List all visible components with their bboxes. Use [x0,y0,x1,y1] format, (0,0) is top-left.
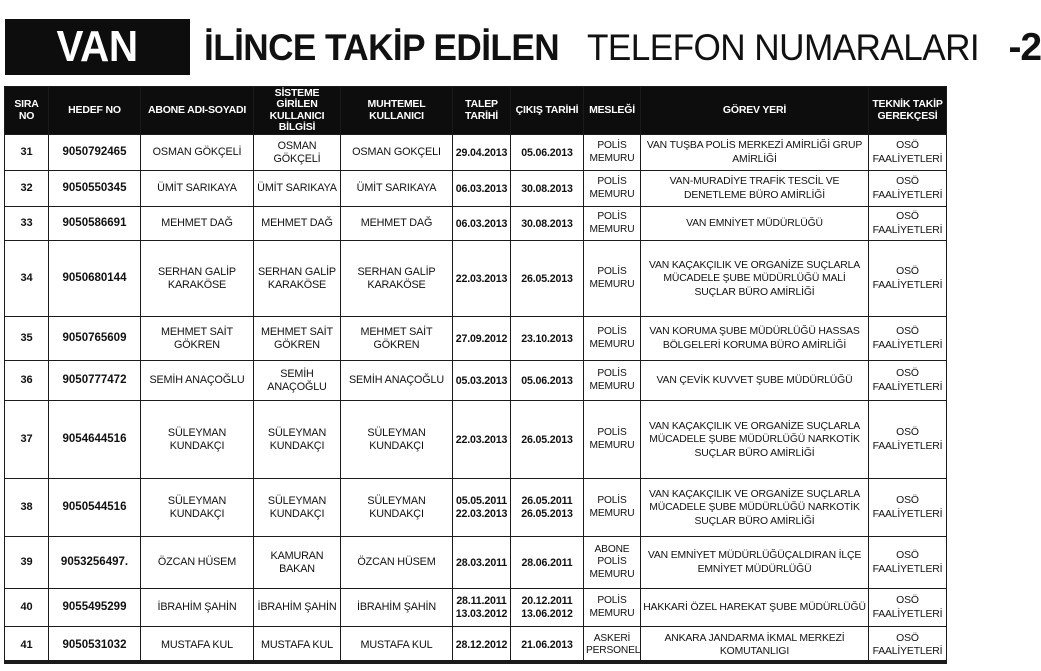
cell-sira-no: 37 [5,401,49,479]
cell-meslegi: POLİS MEMURU [584,401,641,479]
cell-teknik-takip: OSÖ FAALİYETLERİ [869,589,947,627]
column-header-sira-no: SIRA NO [5,87,49,135]
date-line: 22.03.2013 [455,272,508,285]
table-row [5,361,947,401]
cell-meslegi: POLİS MEMURU [584,207,641,241]
cell-meslegi: POLİS MEMURU [584,479,641,537]
date-line: 28.06.2011 [521,556,573,569]
date-line: 13.06.2012 [521,607,573,620]
cell-gorev-yeri: VAN EMNİYET MÜDÜRLÜĞÜ [641,207,869,241]
date-line: 05.05.2011 [456,495,507,508]
table-row [5,589,947,627]
cell-sisteme-girilen: ÜMİT SARIKAYA [254,171,341,207]
cell-abone-adi: SEMİH ANAÇOĞLU [141,361,254,401]
cell-cikis-tarihi [511,361,584,401]
phone-numbers-table [4,86,947,664]
document-title [204,25,1041,69]
province-name: VAN [56,22,139,71]
date-line: 22.03.2013 [455,433,508,446]
cell-cikis-tarihi [511,627,584,664]
date-line: 26.05.2013 [521,272,573,285]
cell-teknik-takip: OSÖ FAALİYETLERİ [869,135,947,171]
cell-meslegi: POLİS MEMURU [584,171,641,207]
cell-sisteme-girilen: MUSTAFA KUL [254,627,341,664]
cell-muhtemel-kullanici: ÖZCAN HÜSEM [341,537,453,589]
cell-muhtemel-kullanici: İBRAHİM ŞAHİN [341,589,453,627]
table-header-row [5,87,947,135]
cell-teknik-takip: OSÖ FAALİYETLERİ [869,241,947,317]
column-header-teknik-takip: TEKNİK TAKİP GEREKÇESİ [869,87,947,135]
cell-sisteme-girilen: OSMAN GÖKÇELİ [254,135,341,171]
cell-sira-no: 36 [5,361,49,401]
cell-talep-tarihi [453,207,511,241]
column-header-talep-tarihi: TALEP TARİHİ [453,87,511,135]
cell-teknik-takip: OSÖ FAALİYETLERİ [869,361,947,401]
cell-sisteme-girilen: SERHAN GALİP KARAKÖSE [254,241,341,317]
date-line: 29.04.2013 [455,146,508,159]
cell-teknik-takip: OSÖ FAALİYETLERİ [869,401,947,479]
date-line: 05.06.2013 [521,374,573,387]
date-line: 05.03.2013 [455,374,508,387]
document-title-bar [0,14,1041,80]
cell-cikis-tarihi [511,171,584,207]
date-line: 06.03.2013 [455,182,508,195]
cell-muhtemel-kullanici: MEHMET SAİT GÖKREN [341,317,453,361]
cell-sisteme-girilen: SEMİH ANAÇOĞLU [254,361,341,401]
cell-gorev-yeri: VAN-MURADİYE TRAFİK TESCİL VE DENETLEME BÜRO AMİRLİĞİ [641,171,869,207]
cell-abone-adi: SÜLEYMAN KUNDAKÇI [141,401,254,479]
date-line: 26.05.2013 [521,433,573,446]
cell-abone-adi: ÜMİT SARIKAYA [141,171,254,207]
column-header-hedef-no: HEDEF NO [49,87,141,135]
cell-cikis-tarihi [511,207,584,241]
table-row [5,207,947,241]
table-row [5,171,947,207]
date-line: 28.03.2011 [456,556,507,569]
cell-talep-tarihi [453,317,511,361]
cell-sisteme-girilen: MEHMET SAİT GÖKREN [254,317,341,361]
cell-abone-adi: MUSTAFA KUL [141,627,254,664]
bottom-double-rule [4,660,946,664]
table-row [5,537,947,589]
date-line: 30.08.2013 [521,182,573,195]
table-body [5,135,947,664]
date-line: 30.08.2013 [521,217,573,230]
date-line: 28.11.2011 [456,595,507,608]
cell-hedef-no: 9050550345 [49,171,141,207]
cell-talep-tarihi [453,241,511,317]
cell-cikis-tarihi [511,401,584,479]
cell-muhtemel-kullanici: MUSTAFA KUL [341,627,453,664]
cell-sira-no: 35 [5,317,49,361]
cell-meslegi: POLİS MEMURU [584,135,641,171]
cell-teknik-takip: OSÖ FAALİYETLERİ [869,537,947,589]
date-line: 05.06.2013 [521,146,573,159]
date-line: 26.05.2013 [521,507,573,520]
column-header-gorev-yeri: GÖREV YERİ [641,87,869,135]
cell-abone-adi: İBRAHİM ŞAHİN [141,589,254,627]
cell-hedef-no: 9050792465 [49,135,141,171]
cell-cikis-tarihi [511,479,584,537]
cell-muhtemel-kullanici: SÜLEYMAN KUNDAKÇI [341,479,453,537]
cell-meslegi: POLİS MEMURU [584,589,641,627]
cell-sira-no: 41 [5,627,49,664]
cell-sisteme-girilen: KAMURAN BAKAN [254,537,341,589]
date-line: 28.12.2012 [455,639,508,652]
cell-abone-adi: OSMAN GÖKÇELİ [141,135,254,171]
cell-meslegi: ASKERİ PERSONEL [584,627,641,664]
cell-sira-no: 33 [5,207,49,241]
cell-teknik-takip: OSÖ FAALİYETLERİ [869,627,947,664]
date-line: 20.12.2011 [521,595,573,608]
cell-muhtemel-kullanici: ÜMİT SARIKAYA [341,171,453,207]
cell-muhtemel-kullanici: SEMİH ANAÇOĞLU [341,361,453,401]
date-line: 06.03.2013 [455,217,508,230]
date-line: 26.05.2011 [521,495,573,508]
cell-cikis-tarihi [511,135,584,171]
title-page-number: -2 [1008,25,1041,69]
cell-sira-no: 38 [5,479,49,537]
cell-abone-adi: SERHAN GALİP KARAKÖSE [141,241,254,317]
cell-abone-adi: MEHMET DAĞ [141,207,254,241]
cell-hedef-no: 9050777472 [49,361,141,401]
cell-talep-tarihi [453,171,511,207]
cell-teknik-takip: OSÖ FAALİYETLERİ [869,479,947,537]
table-row [5,401,947,479]
cell-sira-no: 40 [5,589,49,627]
cell-cikis-tarihi [511,241,584,317]
cell-meslegi: ABONE POLİS MEMURU [584,537,641,589]
cell-sira-no: 31 [5,135,49,171]
cell-muhtemel-kullanici: SERHAN GALİP KARAKÖSE [341,241,453,317]
cell-gorev-yeri: VAN KAÇAKÇILIK VE ORGANİZE SUÇLARLA MÜCADELE ŞUBE MÜDÜRLÜĞÜ MALİ SUÇLAR BÜRO AMİRLİĞİ [641,241,869,317]
cell-muhtemel-kullanici: SÜLEYMAN KUNDAKÇI [341,401,453,479]
cell-hedef-no: 9050680144 [49,241,141,317]
cell-sira-no: 39 [5,537,49,589]
cell-cikis-tarihi [511,589,584,627]
cell-teknik-takip: OSÖ FAALİYETLERİ [869,317,947,361]
cell-abone-adi: SÜLEYMAN KUNDAKÇI [141,479,254,537]
cell-gorev-yeri: HAKKARİ ÖZEL HAREKAT ŞUBE MÜDÜRLÜĞÜ [641,589,869,627]
province-badge [5,19,190,75]
table-row [5,135,947,171]
cell-sira-no: 32 [5,171,49,207]
cell-abone-adi: MEHMET SAİT GÖKREN [141,317,254,361]
cell-talep-tarihi [453,589,511,627]
cell-gorev-yeri: VAN KAÇAKÇILIK VE ORGANİZE SUÇLARLA MÜCADELE ŞUBE MÜDÜRLÜĞÜ NARKOTİK SUÇLAR BÜRO AMİRLİĞİ [641,479,869,537]
cell-abone-adi: ÖZCAN HÜSEM [141,537,254,589]
cell-gorev-yeri: ANKARA JANDARMA İKMAL MERKEZİ KOMUTANLIGI [641,627,869,664]
table-header [5,87,947,135]
column-header-sisteme-girilen: SİSTEME GİRİLEN KULLANICI BİLGİSİ [254,87,341,135]
date-line: 13.03.2012 [455,607,508,620]
phone-numbers-table-wrapper [4,86,946,664]
table-row [5,317,947,361]
cell-gorev-yeri: VAN KORUMA ŞUBE MÜDÜRLÜĞÜ HASSAS BÖLGELERİ KORUMA BÜRO AMİRLİĞİ [641,317,869,361]
cell-gorev-yeri: VAN EMNİYET MÜDÜRLÜĞÜÇALDIRAN İLÇE EMNİYET MÜDÜRLÜĞÜ [641,537,869,589]
cell-hedef-no: 9050544516 [49,479,141,537]
cell-sisteme-girilen: MEHMET DAĞ [254,207,341,241]
cell-sisteme-girilen: SÜLEYMAN KUNDAKÇI [254,401,341,479]
cell-hedef-no: 9050531032 [49,627,141,664]
cell-muhtemel-kullanici: OSMAN GOKÇELI [341,135,453,171]
cell-gorev-yeri: VAN KAÇAKÇILIK VE ORGANİZE SUÇLARLA MÜCADELE ŞUBE MÜDÜRLÜĞÜ NARKOTİK SUÇLAR BÜRO AMİRLİĞİ [641,401,869,479]
cell-talep-tarihi [453,401,511,479]
table-row [5,479,947,537]
cell-teknik-takip: OSÖ FAALİYETLERİ [869,171,947,207]
cell-talep-tarihi [453,537,511,589]
cell-meslegi: POLİS MEMURU [584,317,641,361]
cell-gorev-yeri: VAN TUŞBA POLİS MERKEZİ AMİRLİĞİ GRUP AMİRLİĞİ [641,135,869,171]
date-line: 23.10.2013 [521,332,573,345]
date-line: 21.06.2013 [521,639,573,652]
cell-teknik-takip: OSÖ FAALİYETLERİ [869,207,947,241]
cell-talep-tarihi [453,135,511,171]
date-line: 27.09.2012 [455,332,508,345]
cell-gorev-yeri: VAN ÇEVİK KUVVET ŞUBE MÜDÜRLÜĞÜ [641,361,869,401]
date-line: 22.03.2013 [455,507,508,520]
cell-cikis-tarihi [511,537,584,589]
cell-muhtemel-kullanici: MEHMET DAĞ [341,207,453,241]
cell-hedef-no: 9054644516 [49,401,141,479]
cell-sisteme-girilen: SÜLEYMAN KUNDAKÇI [254,479,341,537]
cell-talep-tarihi [453,479,511,537]
cell-meslegi: POLİS MEMURU [584,241,641,317]
cell-sisteme-girilen: İBRAHİM ŞAHİN [254,589,341,627]
table-row [5,241,947,317]
title-bold-segment: İLİNCE TAKİP EDİLEN [204,26,560,68]
cell-talep-tarihi [453,627,511,664]
cell-hedef-no: 9050765609 [49,317,141,361]
cell-hedef-no: 9055495299 [49,589,141,627]
cell-talep-tarihi [453,361,511,401]
column-header-abone-adi: ABONE ADI-SOYADI [141,87,254,135]
column-header-cikis-tarihi: ÇIKIŞ TARİHİ [511,87,584,135]
cell-sira-no: 34 [5,241,49,317]
title-light-segment: TELEFON NUMARALARI [586,26,979,68]
column-header-meslegi: MESLEĞİ [584,87,641,135]
column-header-muhtemel-kullanici: MUHTEMEL KULLANICI [341,87,453,135]
cell-meslegi: POLİS MEMURU [584,361,641,401]
cell-cikis-tarihi [511,317,584,361]
table-row [5,627,947,664]
cell-hedef-no: 9053256497. [49,537,141,589]
cell-hedef-no: 9050586691 [49,207,141,241]
